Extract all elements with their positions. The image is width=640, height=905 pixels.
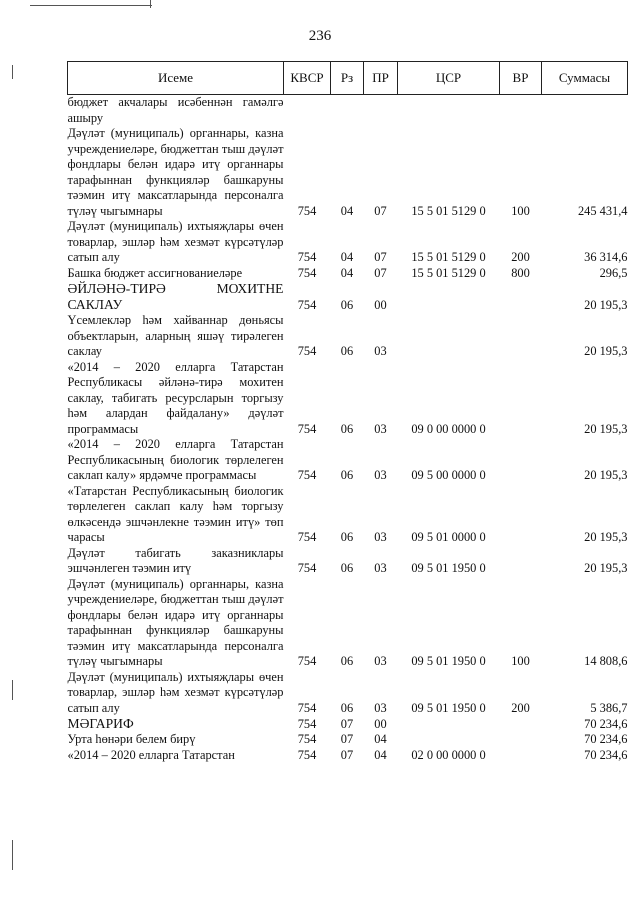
cell-pr: 07 — [374, 265, 387, 280]
cell-vr: 200 — [511, 250, 530, 264]
cell-csr: 15 5 01 5129 0 — [411, 203, 486, 218]
header-csr: ЦСР — [398, 62, 500, 95]
cell-name: Башка бюджет ассигнованиеләре — [67, 265, 243, 280]
cell-sum: 70 234,6 — [584, 732, 628, 746]
cell-sum: 20 195,3 — [584, 344, 628, 358]
cell-kvsr: 754 — [297, 654, 317, 668]
cell-kvsr: 754 — [297, 716, 317, 731]
cell-sum: 20 195,3 — [584, 530, 628, 544]
cell-kvsr: 754 — [297, 297, 317, 312]
cell-vr — [500, 732, 542, 748]
cell-name: МӘГАРИФ — [67, 716, 134, 731]
cell-csr: 09 0 00 0000 0 — [411, 421, 486, 436]
cell-csr: 09 5 01 1950 0 — [411, 561, 486, 575]
cell-sum: 5 386,7 — [590, 700, 628, 715]
cell-sum: 20 195,3 — [584, 297, 628, 312]
cell-rz — [331, 95, 364, 127]
table-row — [68, 484, 628, 546]
cell-sum: 70 234,6 — [584, 747, 628, 762]
cell-name: Дәүләт (муниципаль) ихтыяҗлары өчен товарлар, эшләр һәм хезмәт күрсәтүләр сатып алу — [67, 219, 284, 264]
table-row — [68, 732, 628, 748]
cell-rz: 07 — [340, 747, 354, 762]
cell-name: Дәүләт табигать заказниклары эшчәнлеген тәэмин итү — [67, 545, 284, 575]
table-row — [68, 716, 628, 732]
table-row — [68, 437, 628, 484]
cell-pr: 03 — [374, 344, 387, 358]
table-row — [68, 219, 628, 266]
cell-vr — [500, 313, 542, 360]
header-sum: Суммасы — [542, 62, 628, 95]
header-pr: ПР — [364, 62, 398, 95]
cell-csr — [398, 313, 500, 360]
cell-name: Дәүләт (муниципаль) органнары, казна учреждениеләре, бюджеттан тыш дәүләт фондлары белән идарә итү органнары тарафыннан функцияләр башкаруны тәэмин итү максатларында персоналга түләү чыгымнары — [67, 576, 284, 668]
cell-vr — [500, 748, 542, 764]
cell-vr — [500, 546, 542, 577]
cell-pr: 00 — [374, 297, 387, 312]
cell-rz: 04 — [340, 203, 354, 218]
cell-pr: 03 — [374, 654, 387, 668]
cell-vr — [500, 95, 542, 127]
page-number: 236 — [308, 28, 332, 44]
cell-name: «2014 – 2020 елларга Татарстан Республикасының биологик төрлелеген саклап калу» ярдәмче программасы — [67, 437, 284, 482]
scan-artifact-mark — [12, 840, 13, 870]
cell-csr: 15 5 01 5129 0 — [411, 250, 486, 264]
cell-pr: 00 — [374, 716, 387, 731]
cell-csr — [398, 95, 500, 127]
cell-kvsr: 754 — [297, 468, 317, 482]
cell-pr: 07 — [374, 203, 387, 218]
cell-rz: 07 — [340, 716, 354, 731]
cell-csr — [398, 281, 500, 313]
scan-artifact-mark — [12, 680, 13, 700]
table-row — [68, 748, 628, 764]
cell-vr — [500, 360, 542, 438]
cell-vr — [500, 716, 542, 732]
cell-kvsr: 754 — [297, 530, 317, 544]
cell-vr: 100 — [511, 654, 530, 668]
cell-vr: 100 — [511, 203, 530, 218]
cell-rz: 06 — [340, 654, 354, 668]
cell-kvsr: 754 — [297, 700, 317, 715]
cell-csr: 09 5 01 1950 0 — [411, 700, 486, 715]
cell-kvsr — [284, 95, 331, 127]
header-kvsr: КВСР — [284, 62, 331, 95]
scan-artifact-mark — [12, 65, 13, 79]
cell-rz: 06 — [340, 561, 354, 575]
cell-pr: 04 — [374, 732, 387, 746]
cell-sum: 20 195,3 — [584, 468, 628, 482]
cell-kvsr: 754 — [297, 421, 317, 436]
cell-vr — [500, 484, 542, 546]
cell-rz: 04 — [340, 265, 354, 280]
cell-kvsr: 754 — [297, 561, 317, 575]
table-row — [68, 266, 628, 282]
table-row — [68, 577, 628, 670]
cell-pr: 03 — [374, 700, 387, 715]
cell-csr — [398, 716, 500, 732]
cell-name: бюджет акчалары исәбеннән гамәлгә ашыру — [67, 95, 284, 125]
cell-csr — [398, 732, 500, 748]
cell-kvsr: 754 — [297, 732, 317, 746]
cell-name: Үсемлекләр һәм хайваннар дөньясы объектларын, аларның яшәү тирәлеген саклау — [67, 313, 284, 358]
cell-vr — [500, 281, 542, 313]
cell-pr: 03 — [374, 561, 387, 575]
cell-rz: 06 — [340, 344, 354, 358]
table-row — [68, 126, 628, 219]
cell-kvsr: 754 — [297, 250, 317, 264]
cell-rz: 06 — [340, 700, 354, 715]
cell-rz: 04 — [340, 250, 354, 264]
cell-sum — [542, 95, 628, 127]
cell-name: «2014 – 2020 елларга Татарстан — [67, 747, 235, 762]
cell-pr: 03 — [374, 530, 387, 544]
table-body — [68, 95, 628, 764]
cell-pr: 03 — [374, 468, 387, 482]
table-row — [68, 95, 628, 127]
cell-vr — [500, 437, 542, 484]
cell-kvsr: 754 — [297, 265, 317, 280]
cell-rz: 06 — [340, 297, 354, 312]
scan-artifact-line — [30, 5, 152, 6]
cell-name: «2014 – 2020 елларга Татарстан Республикасы әйләнә-тирә мохитен саклау, табигать ресурсларын торгызу һәм алардан файдалану» дәүләт программасы — [67, 359, 284, 436]
cell-sum: 36 314,6 — [584, 250, 628, 264]
cell-kvsr: 754 — [297, 747, 317, 762]
cell-csr: 09 5 00 0000 0 — [411, 468, 486, 482]
budget-table — [67, 61, 628, 763]
scan-artifact-line — [150, 0, 151, 8]
cell-sum: 14 808,6 — [584, 654, 628, 668]
table-row — [68, 670, 628, 717]
cell-name: Дәүләт (муниципаль) органнары, казна учреждениеләре, бюджеттан тыш дәүләт фондлары белән идарә итү органнары тарафыннан функцияләр башкаруны тәэмин итү максатларында персоналга түләү чыгымнары — [67, 126, 284, 218]
cell-csr: 09 5 01 0000 0 — [411, 530, 486, 544]
table-row — [68, 546, 628, 577]
cell-pr: 04 — [374, 747, 387, 762]
cell-rz: 06 — [340, 468, 354, 482]
cell-pr — [364, 95, 398, 127]
cell-csr: 09 5 01 1950 0 — [411, 654, 486, 668]
header-vr: ВР — [500, 62, 542, 95]
cell-name: «Татарстан Республикасының биологик төрлелеген саклап калу һәм торгызу өлкәсендә эшчәнлекне тәэмин итү» төп чарасы — [67, 483, 284, 544]
cell-sum: 20 195,3 — [584, 421, 628, 436]
cell-pr: 03 — [374, 421, 387, 436]
header-rz: Рз — [331, 62, 364, 95]
cell-rz: 06 — [340, 421, 354, 436]
cell-kvsr: 754 — [297, 203, 317, 218]
cell-name: ӘЙЛӘНӘ-ТИРӘ МОХИТНЕ САКЛАУ — [67, 281, 284, 312]
cell-name: Дәүләт (муниципаль) ихтыяҗлары өчен товарлар, эшләр һәм хезмәт күрсәтүләр сатып алу — [67, 669, 284, 715]
cell-csr: 15 5 01 5129 0 — [411, 265, 486, 280]
cell-sum: 296,5 — [599, 265, 628, 280]
cell-vr: 200 — [511, 700, 530, 715]
table-row — [68, 360, 628, 438]
cell-vr: 800 — [511, 265, 530, 280]
table-row — [68, 313, 628, 360]
cell-sum: 245 431,4 — [577, 203, 628, 218]
cell-sum: 20 195,3 — [584, 561, 628, 575]
cell-kvsr: 754 — [297, 344, 317, 358]
cell-rz: 06 — [340, 530, 354, 544]
cell-rz: 07 — [340, 732, 354, 746]
cell-csr: 02 0 00 0000 0 — [411, 747, 486, 762]
header-name: Исеме — [68, 62, 284, 95]
table-header-row — [68, 62, 628, 95]
cell-sum: 70 234,6 — [584, 716, 628, 731]
cell-pr: 07 — [374, 250, 387, 264]
table-row — [68, 281, 628, 313]
cell-name: Урта һөнәри белем бирү — [67, 732, 196, 746]
